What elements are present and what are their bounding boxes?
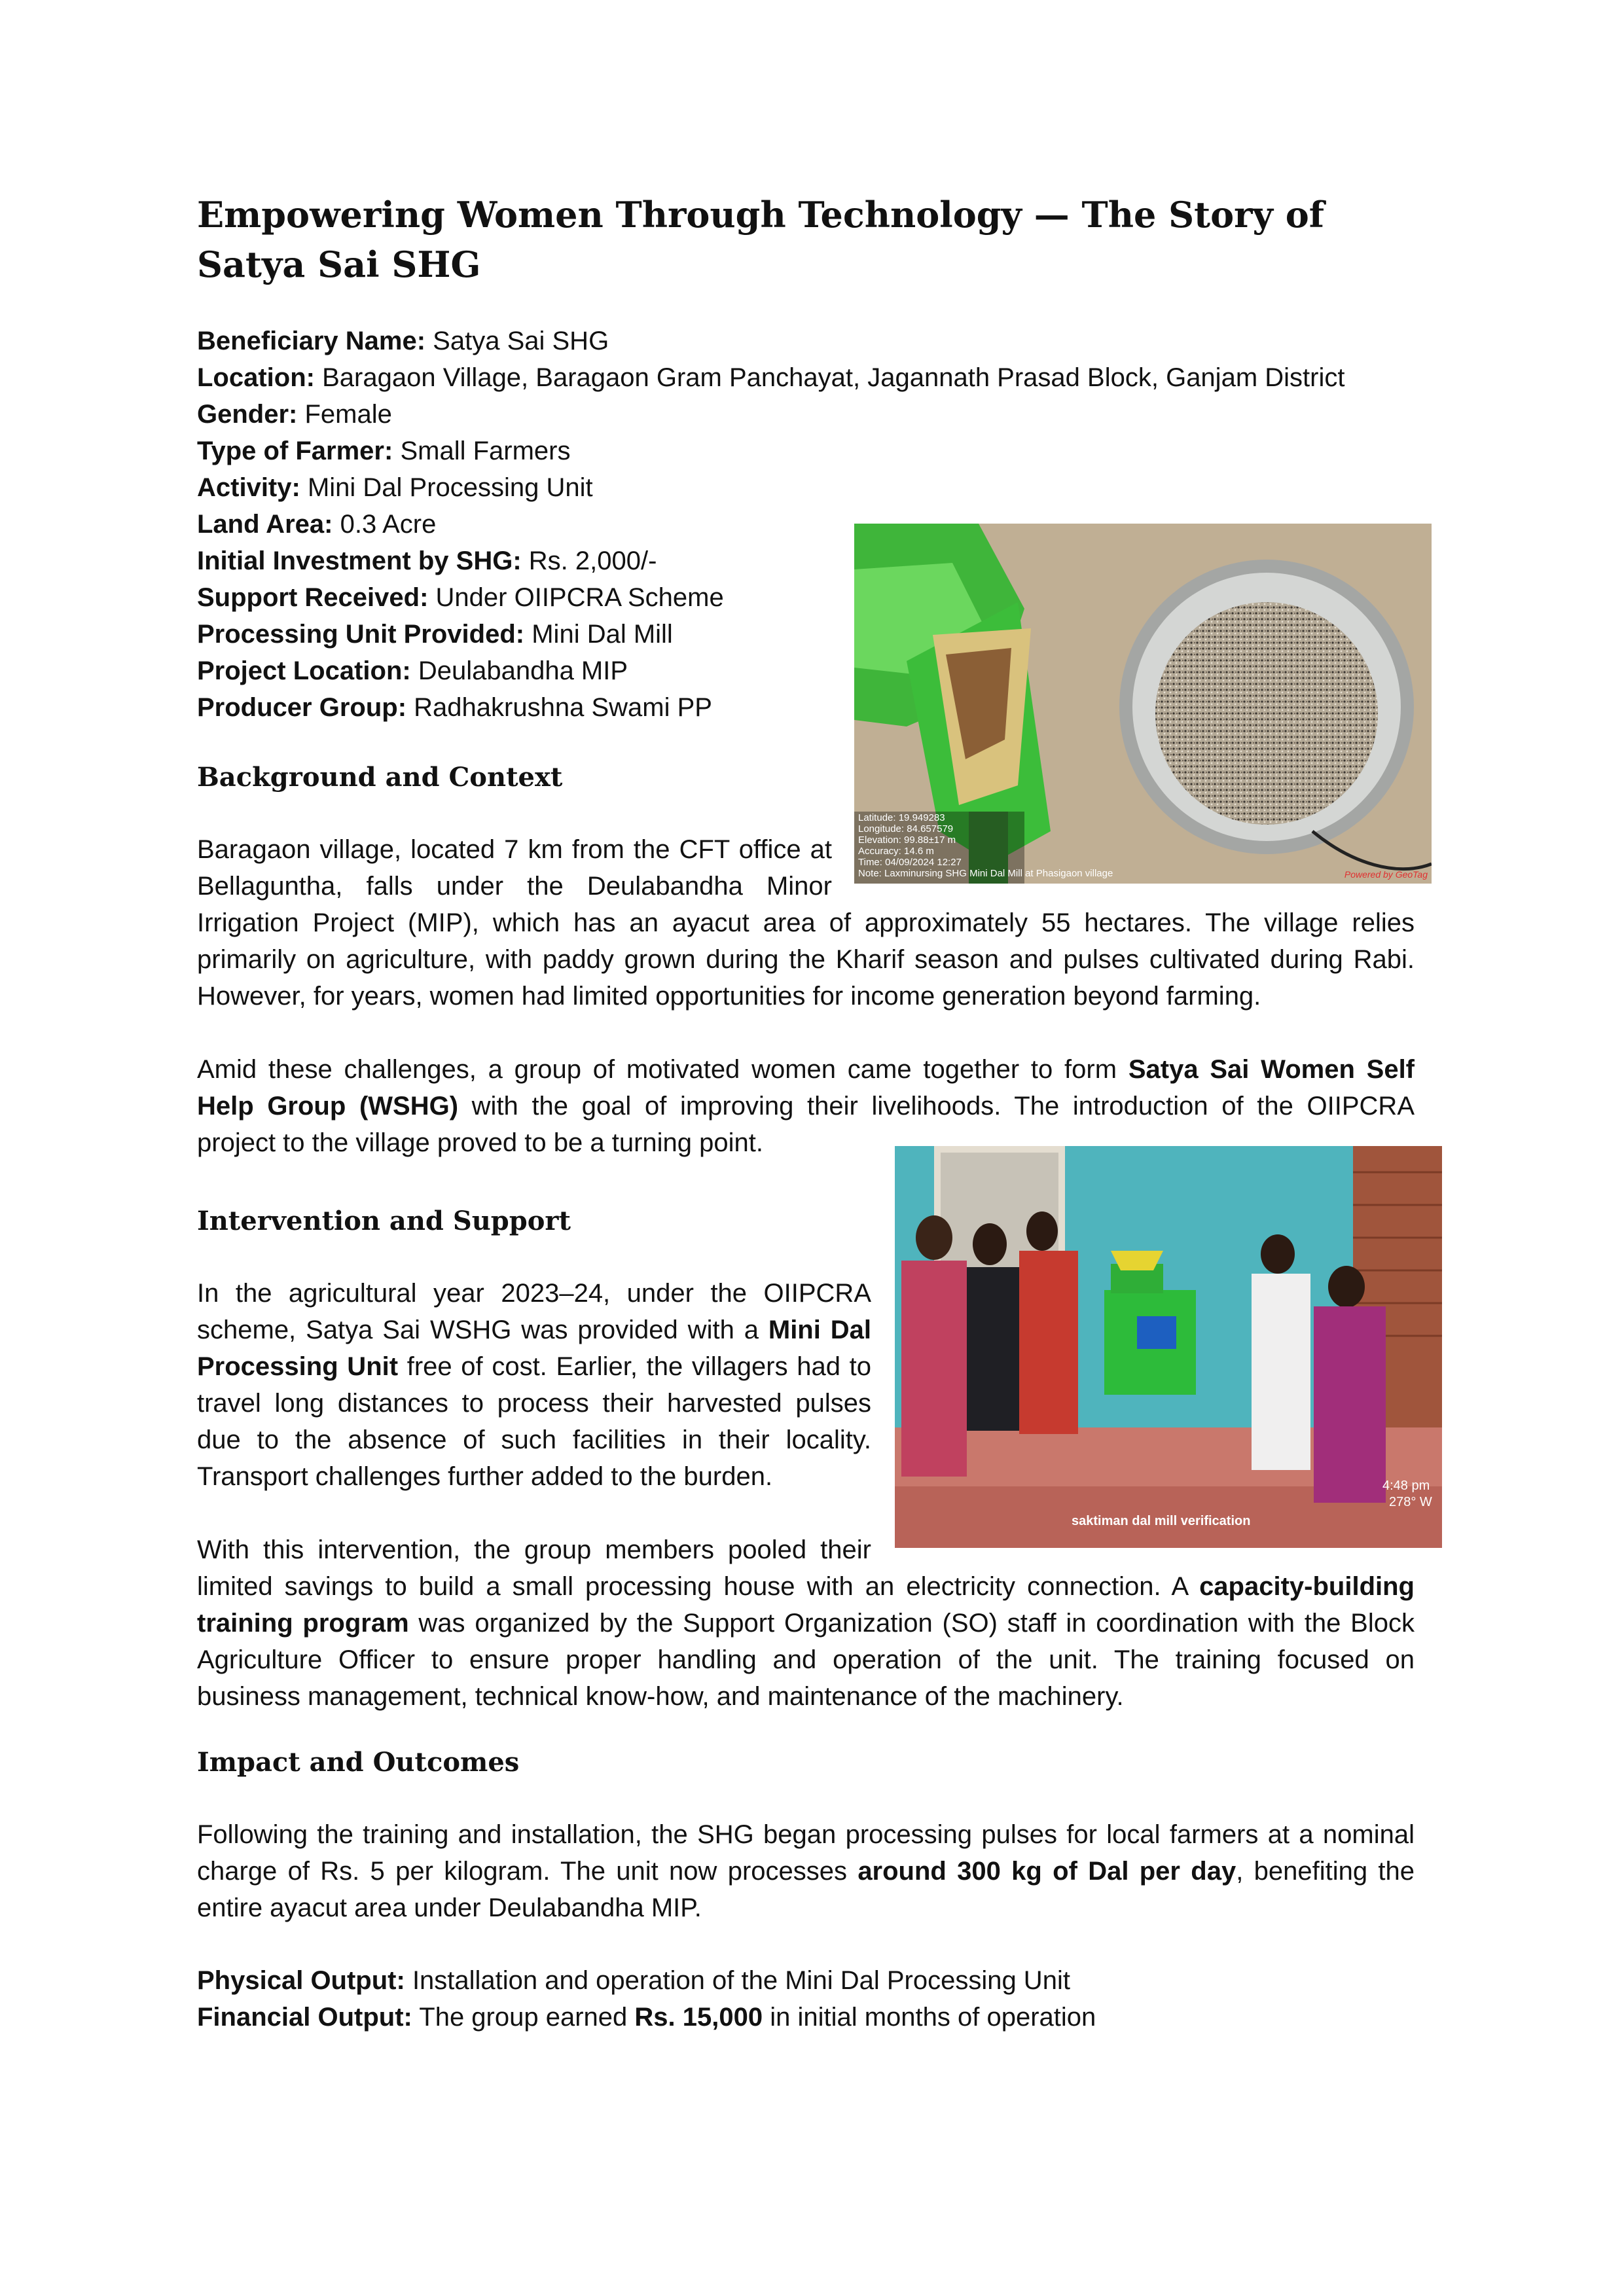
- text-line: scheme, Satya Sai WSHG was provided with a Mini Dal: [197, 1316, 871, 1344]
- shg-members-photo: [895, 1146, 1442, 1548]
- geotag-line: Elevation: 99.88±17 m: [858, 834, 956, 846]
- text-line: Bellaguntha, falls under the Deulabandha Minor: [197, 872, 832, 901]
- text-line: Irrigation Project (MIP), which has an ayacut area of approximately 55 hectares. The village relies: [197, 908, 1415, 937]
- detail-value: Radhakrushna Swami PP: [414, 693, 712, 722]
- detail-value: Small Farmers: [400, 437, 571, 465]
- text-line: Following the training and installation, the SHG began processing pulses for local farmers at a nominal: [197, 1820, 1415, 1849]
- detail-label: Type of Farmer:: [197, 437, 393, 465]
- geotag-line: Accuracy: 14.6 m: [858, 846, 934, 857]
- detail-value: Satya Sai SHG: [433, 327, 609, 355]
- detail-label: Project Location:: [197, 656, 411, 685]
- heading-impact: Impact and Outcomes: [197, 1747, 520, 1778]
- text-line: Baragaon village, located 7 km from the CFT office at: [197, 835, 832, 864]
- detail-label: Gender:: [197, 400, 298, 429]
- text-line: training program was organized by the Support Organization (SO) staff in coordination with the Block: [197, 1609, 1415, 1638]
- detail-label: Land Area:: [197, 510, 333, 539]
- text-line: Transport challenges further added to the burden.: [197, 1462, 773, 1491]
- text-line: In the agricultural year 2023–24, under the OIIPCRA: [197, 1279, 871, 1308]
- geotag-line: Longitude: 84.657579: [858, 823, 954, 834]
- dal-processing-photo: [854, 524, 1432, 884]
- heading-background: Background and Context: [197, 762, 563, 793]
- detail-label: Beneficiary Name:: [197, 327, 426, 355]
- detail-value: Rs. 2,000/-: [528, 547, 657, 575]
- detail-value: Female: [304, 400, 392, 429]
- detail-row: [197, 433, 1441, 469]
- physical-output: Physical Output: Installation and operation of the Mini Dal Processing Unit: [197, 1966, 1070, 1995]
- detail-label: Producer Group:: [197, 693, 407, 722]
- text-line: business management, technical know-how, and maintenance of the machinery.: [197, 1682, 1124, 1711]
- detail-row: [197, 323, 1441, 359]
- detail-row: [197, 396, 1441, 433]
- text-line: Processing Unit free of cost. Earlier, the villagers had to: [197, 1352, 871, 1381]
- text-line: Amid these challenges, a group of motivated women came together to form Satya Sai Women Self: [197, 1055, 1415, 1084]
- detail-row: [197, 359, 1441, 396]
- page-title: Empowering Women Through Technology — The Story of Satya Sai SHG: [197, 194, 1324, 285]
- text-line: entire ayacut area under Deulabandha MIP.: [197, 1893, 702, 1922]
- detail-label: Support Received:: [197, 583, 429, 612]
- text-line: With this intervention, the group members pooled their: [197, 1535, 871, 1564]
- intervention-paragraph-1: [197, 1275, 871, 1495]
- geotag-watermark: Powered by GeoTag: [1344, 869, 1428, 880]
- detail-value: Mini Dal Processing Unit: [307, 473, 593, 502]
- text-line: charge of Rs. 5 per kilogram. The unit now processes around 300 kg of Dal per day, benefiting the: [197, 1857, 1415, 1886]
- photo-time-stamp: 4:48 pm: [1382, 1479, 1430, 1493]
- detail-value: Baragaon Village, Baragaon Gram Panchayat, Jagannath Prasad Block, Ganjam District: [322, 363, 1345, 392]
- outputs-block: [197, 1962, 1415, 2036]
- detail-label: Location:: [197, 363, 315, 392]
- geotag-line: Note: Laxminursing SHG Mini Dal Mill at Phasigaon village: [858, 868, 1113, 879]
- text-line: Agriculture Officer to ensure proper handling and operation of the unit. The training focused on: [197, 1645, 1415, 1674]
- detail-value: Mini Dal Mill: [532, 620, 673, 649]
- text-line: due to the absence of such facilities in their locality.: [197, 1426, 871, 1454]
- geotag-line: Time: 04/09/2024 12:27: [858, 857, 962, 868]
- background-paragraph-1: [197, 831, 1415, 1014]
- detail-label: Activity:: [197, 473, 300, 502]
- heading-intervention: Intervention and Support: [197, 1206, 571, 1236]
- text-line: project to the village proved to be a turning point.: [197, 1128, 763, 1157]
- intervention-paragraph-2: [197, 1532, 1415, 1715]
- detail-value: 0.3 Acre: [340, 510, 437, 539]
- text-line: However, for years, women had limited opportunities for income generation beyond farming.: [197, 982, 1261, 1011]
- text-line: travel long distances to process their harvested pulses: [197, 1389, 871, 1418]
- detail-label: Initial Investment by SHG:: [197, 547, 522, 575]
- detail-value: Deulabandha MIP: [418, 656, 628, 685]
- detail-label: Processing Unit Provided:: [197, 620, 525, 649]
- photo-caption: saktiman dal mill verification: [1072, 1514, 1251, 1528]
- detail-value: Under OIIPCRA Scheme: [435, 583, 724, 612]
- detail-row: [197, 469, 1441, 506]
- photo-coord-stamp: 278° W: [1389, 1495, 1432, 1509]
- text-line: limited savings to build a small processing house with an electricity connection. A capacity-building: [197, 1572, 1415, 1601]
- impact-paragraph: [197, 1816, 1415, 1926]
- text-line: primarily on agriculture, with paddy grown during the Kharif season and pulses cultivated during Rabi.: [197, 945, 1415, 974]
- text-line: Help Group (WSHG) with the goal of improving their livelihoods. The introduction of the OIIPCRA: [197, 1092, 1415, 1121]
- financial-output: Financial Output: The group earned Rs. 15,000 in initial months of operation: [197, 2003, 1096, 2032]
- geotag-line: Latitude: 19.949283: [858, 812, 945, 823]
- background-paragraph-2: [197, 1051, 1415, 1161]
